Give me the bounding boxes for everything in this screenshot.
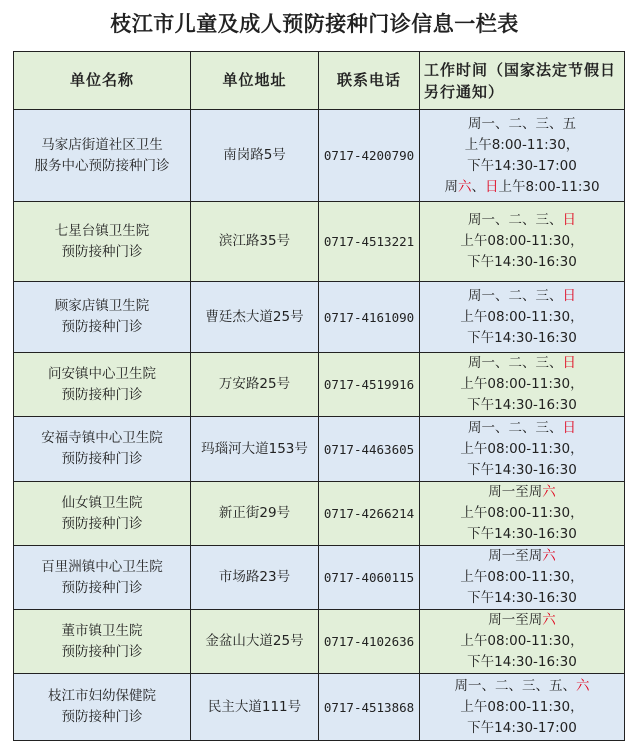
- clinic-name-line: 七星台镇卫生院: [54, 222, 150, 239]
- clinic-name: [14, 610, 191, 674]
- clinic-phone: 0717-4513868: [319, 674, 420, 741]
- hours-text: 周: [444, 178, 458, 195]
- table-row: [14, 417, 625, 482]
- clinic-phone: 0717-4266214: [319, 482, 420, 546]
- header-name: 单位名称: [14, 52, 191, 110]
- clinic-name-line: 顾家店镇卫生院: [54, 298, 150, 314]
- clinic-hours: [420, 610, 625, 674]
- table-header-row: [14, 52, 625, 110]
- hours-text: 上午08:00-11:30，: [460, 308, 584, 325]
- highlight-day: 六: [542, 484, 556, 500]
- clinic-name-line: 问安镇中心卫生院: [48, 365, 156, 382]
- highlight-day: 日: [562, 419, 576, 436]
- clinic-phone: 0717-4513221: [319, 202, 420, 282]
- table-row: [14, 110, 625, 202]
- header-hours: 工作时间（国家法定节假日另行通知）: [420, 52, 625, 110]
- clinic-phone: 0717-4161090: [319, 282, 420, 353]
- highlight-day: 六: [457, 178, 472, 195]
- hours-line: [422, 210, 622, 231]
- clinic-name-line: 董市镇卫生院: [61, 622, 143, 639]
- hours-line: [422, 395, 622, 416]
- clinic-address: 新正街29号: [191, 482, 319, 546]
- clinic-name: [14, 353, 191, 417]
- highlight-day: 日: [484, 178, 499, 195]
- hours-line: [422, 418, 622, 439]
- hours-text: 上午08:00-11:30，: [460, 698, 584, 715]
- clinic-phone: 0717-4519916: [319, 353, 420, 417]
- clinic-name: [14, 482, 191, 546]
- table-row: [14, 282, 625, 353]
- clinic-name-line: 预防接种门诊: [61, 451, 143, 467]
- hours-line: [422, 718, 622, 739]
- hours-line: [422, 697, 622, 718]
- clinic-name-line: 预防接种门诊: [61, 515, 143, 532]
- clinic-name: [14, 546, 191, 610]
- table-row: [14, 610, 625, 674]
- clinic-name-line: 马家店街道社区卫生: [41, 136, 163, 153]
- hours-text: 周一至周: [488, 548, 543, 564]
- hours-line: [422, 546, 622, 567]
- clinic-name-line: 仙女镇卫生院: [61, 494, 143, 511]
- hours-line: [422, 353, 622, 374]
- hours-text: 上午08:00-11:30，: [460, 233, 584, 249]
- clinic-hours: [420, 202, 625, 282]
- clinic-name: [14, 674, 191, 741]
- hours-line: [422, 439, 622, 460]
- clinic-phone: 0717-4060115: [319, 546, 420, 610]
- hours-line: [422, 114, 622, 135]
- hours-text: 下午14:30-16:30: [467, 590, 577, 606]
- hours-text: 上午8:00-11:30: [498, 178, 600, 195]
- clinic-name: [14, 202, 191, 282]
- clinic-hours: [420, 674, 625, 741]
- clinic-name-line: 预防接种门诊: [61, 243, 143, 260]
- table-row: [14, 546, 625, 610]
- hours-text: 下午14:30-16:30: [467, 526, 577, 542]
- hours-text: 上午08:00-11:30，: [460, 633, 584, 649]
- hours-line: [422, 177, 622, 198]
- highlight-day: 六: [542, 612, 556, 628]
- hours-line: [422, 374, 622, 395]
- hours-line: [422, 252, 622, 273]
- hours-text: 下午14:30-17:00: [467, 157, 577, 174]
- highlight-day: 六: [542, 548, 556, 564]
- table-row: [14, 202, 625, 282]
- clinic-hours: [420, 282, 625, 353]
- hours-line: [422, 231, 622, 252]
- hours-line: [422, 652, 622, 673]
- highlight-day: 日: [562, 355, 576, 371]
- clinic-phone: 0717-4102636: [319, 610, 420, 674]
- hours-line: [422, 503, 622, 524]
- hours-text: 下午14:30-16:30: [467, 254, 577, 270]
- hours-line: [422, 588, 622, 609]
- hours-text: 下午14:30-16:30: [467, 461, 577, 478]
- clinic-name-line: 安福寺镇中心卫生院: [41, 430, 163, 446]
- clinic-phone: 0717-4463605: [319, 417, 420, 482]
- clinic-name-line: 预防接种门诊: [61, 386, 143, 403]
- clinic-address: 玛瑙河大道153号: [191, 417, 319, 482]
- highlight-day: 日: [562, 287, 576, 304]
- header-address: 单位地址: [191, 52, 319, 110]
- clinic-address: 金盆山大道25号: [191, 610, 319, 674]
- table-row: [14, 353, 625, 417]
- clinic-name: [14, 110, 191, 202]
- clinic-name: [14, 282, 191, 353]
- clinic-name-line: 百里洲镇中心卫生院: [41, 558, 163, 575]
- clinic-name-line: 预防接种门诊: [61, 319, 143, 335]
- hours-text: 上午08:00-11:30，: [460, 505, 584, 521]
- hours-line: [422, 567, 622, 588]
- hours-line: [422, 307, 622, 328]
- clinic-name: [14, 417, 191, 482]
- hours-text: 周一、二、三、: [468, 287, 563, 304]
- hours-text: 下午14:30-16:30: [467, 397, 577, 413]
- hours-text: 上午08:00-11:30，: [460, 569, 584, 585]
- header-phone: 联系电话: [319, 52, 420, 110]
- table-row: [14, 482, 625, 546]
- clinic-address: 南岗路5号: [191, 110, 319, 202]
- hours-text: 周一、二、三、五、: [454, 677, 576, 694]
- hours-line: [422, 482, 622, 503]
- clinic-hours: [420, 417, 625, 482]
- hours-text: 上午08:00-11:30，: [460, 440, 584, 457]
- clinic-hours: [420, 110, 625, 202]
- hours-text: 周一、二、三、五: [468, 115, 576, 132]
- clinic-address: 市场路23号: [191, 546, 319, 610]
- highlight-day: 日: [562, 212, 576, 228]
- clinic-address: 民主大道111号: [191, 674, 319, 741]
- hours-text: 、: [471, 178, 485, 195]
- hours-text: 下午14:30-16:30: [467, 654, 577, 670]
- clinic-address: 曹廷杰大道25号: [191, 282, 319, 353]
- clinic-phone: 0717-4200790: [319, 110, 420, 202]
- hours-line: [422, 676, 622, 697]
- clinic-hours: [420, 546, 625, 610]
- clinic-name-line: 枝江市妇幼保健院: [48, 688, 156, 704]
- hours-text: 上午08:00-11:30，: [460, 376, 584, 392]
- hours-line: [422, 460, 622, 481]
- clinic-address: 万安路25号: [191, 353, 319, 417]
- hours-text: 上午8:00-11:30，: [464, 136, 580, 153]
- highlight-day: 六: [576, 677, 590, 694]
- clinic-hours: [420, 482, 625, 546]
- hours-text: 周一、二、三、: [468, 419, 563, 436]
- clinic-hours: [420, 353, 625, 417]
- clinic-name-line: 预防接种门诊: [61, 579, 143, 596]
- hours-line: [422, 328, 622, 349]
- hours-line: [422, 524, 622, 545]
- clinic-table: [13, 51, 625, 741]
- table-row: [14, 674, 625, 741]
- clinic-name-line: 预防接种门诊: [61, 709, 143, 725]
- clinic-name-line: 服务中心预防接种门诊: [34, 157, 170, 174]
- hours-text: 周一至周: [488, 612, 543, 628]
- hours-line: [422, 286, 622, 307]
- table-body: [14, 110, 625, 741]
- hours-line: [422, 135, 622, 156]
- hours-line: [422, 610, 622, 631]
- clinic-address: 滨江路35号: [191, 202, 319, 282]
- hours-text: 周一、二、三、: [468, 212, 563, 228]
- page-title: 枝江市儿童及成人预防接种门诊信息一栏表: [110, 11, 519, 36]
- hours-line: [422, 631, 622, 652]
- hours-text: 下午14:30-16:30: [467, 329, 577, 346]
- hours-line: [422, 156, 622, 177]
- clinic-name-line: 预防接种门诊: [61, 643, 143, 660]
- hours-text: 周一、二、三、: [468, 355, 563, 371]
- hours-text: 下午14:30-17:00: [467, 719, 577, 736]
- hours-text: 周一至周: [488, 484, 543, 500]
